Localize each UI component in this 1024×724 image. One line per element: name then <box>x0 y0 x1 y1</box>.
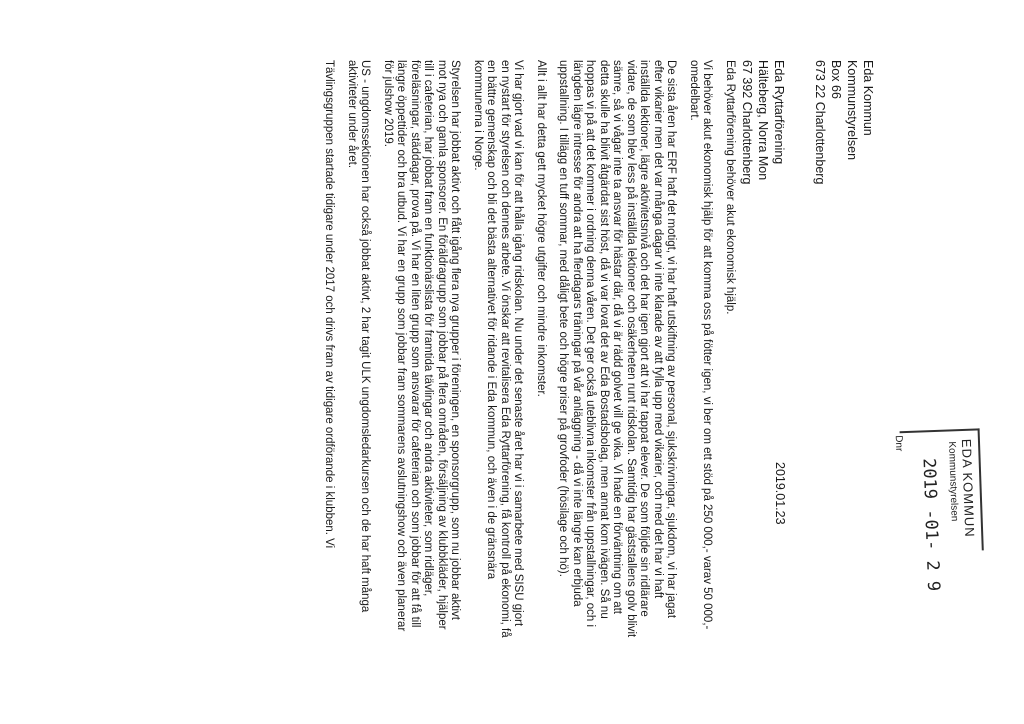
recipient-line: Box 66 <box>829 60 843 99</box>
letter-body <box>313 60 736 640</box>
received-stamp <box>886 428 985 592</box>
body-paragraph: Vi har gjort vad vi kan för att hålla igång ridskolan. Nu under det senaste året har vi i samarbete med SISU gjort en nystart för styrelsen och dennes arbete. Vi önskar att revitalisera Eda Ryttarförening, få kontroll på ekonomi, få en bättre gemenskap och bli det bästa alternativet för ridande i Eda kommun, och även i de gränsnära kommunerna i Norge. <box>472 60 525 638</box>
recipient-address <box>812 60 876 184</box>
body-paragraph: De sista åren har ERF haft det motigt, vi har haft utskiftning av personal, sjukskrivningar, sjukdom, vi har jagat efter vikarier men det var många dagar vi inte klarade av att fylla upp med vikarier, och med det har vi haft inställda lektioner, lägre aktivitetsnivå och det har igen gjort att vi har tappat elever. De som följde sin ridlärare vidare, de som blev less på inställda lektioner och osäkerheten runt ridskolan. Samtidig har gäststallens golv blivit sämre, så vi vågar inte ta ansvar för hästar där, då vi är rädd golvet vill ge vika. Vi hade en förväntning om att detta skulle ha blivit åtgärdat sist höst, då vi var lovat det av Eda Bostadsbolag, men annat kom ivägen. Så nu hoppas vi på att det kommer i ordning denna våren. Det ger också uteblivna inkomster från uppstallningar, och i längden lägre intresse för andra att ha flerdagars träningar på vår anläggning - då vi inte längre kan erbjuda uppstallning. I tillägg en tuff sommar, med dåligt bete och högre priser på grovfoder (hösilage och hö). <box>557 60 678 638</box>
body-paragraph: Vi behöver akut ekonomisk hjälp för att komma oss på fötter igen, vi ber om ett stöd på 250 000,- varav 50 000,- omedelbart. <box>688 60 714 630</box>
body-paragraph: Tävlingsgruppen startade tidigare under 2017 och drivs fram av tidigare ordförande i klubben. Vi <box>323 60 336 549</box>
body-paragraph: Styrelsen har jobbat aktivt och fått igång flera nya grupper i föreningen, en sponsorgrupp, som nu jobbar aktivt mot nya och gamla sponsorer. En föräldragrupp som jobbar på flera områden, försäljning av klubbkläder, hjälper till i cafeterian, har jobbat fram en funktionärslista för framtida tävlingar och andra aktiviteter, som ridläger, föreläsningar, städdagar, prova på. Vi har en liten grupp som ansvarar för cafeterian och som jobbar för att få till längre öppettider och bra utbud. Vi har en grupp som jobbar fram sommarens avslutningshow och även planerar för julshow 2019. <box>382 60 462 632</box>
recipient-line: Eda Kommun <box>861 60 875 136</box>
stamp-dnr: Dnr <box>892 435 905 452</box>
sender-line: 67 392 Charlottenberg <box>740 60 754 185</box>
recipient-line: 673 22 Charlottenberg <box>813 60 827 185</box>
stamp-subtitle: Kommunstyrelsen <box>945 441 960 522</box>
body-paragraph: Eda Ryttarförening behöver akut ekonomisk hjälp. <box>724 60 736 315</box>
sender-line: Hälteberg, Norra Mon <box>756 60 770 181</box>
stamp-date: 2019 -01- 2 9 <box>918 457 944 592</box>
sender-line: Eda Ryttarförening <box>772 60 786 165</box>
letter-date: 2019.01.23 <box>773 462 787 525</box>
body-paragraph: US - ungdomssektionen har också jobbat aktivt, 2 har tagit ULK ungdomsledarkursen och de har haft många aktiviteter under året. <box>346 60 372 613</box>
recipient-line: Kommunstyrelsen <box>845 60 859 161</box>
body-paragraph: Allt i allt har detta gett mycket högre utgifter och mindre inkomster. <box>535 60 547 397</box>
sender-address <box>739 60 787 184</box>
stamp-title: EDA KOMMUN <box>958 438 978 538</box>
